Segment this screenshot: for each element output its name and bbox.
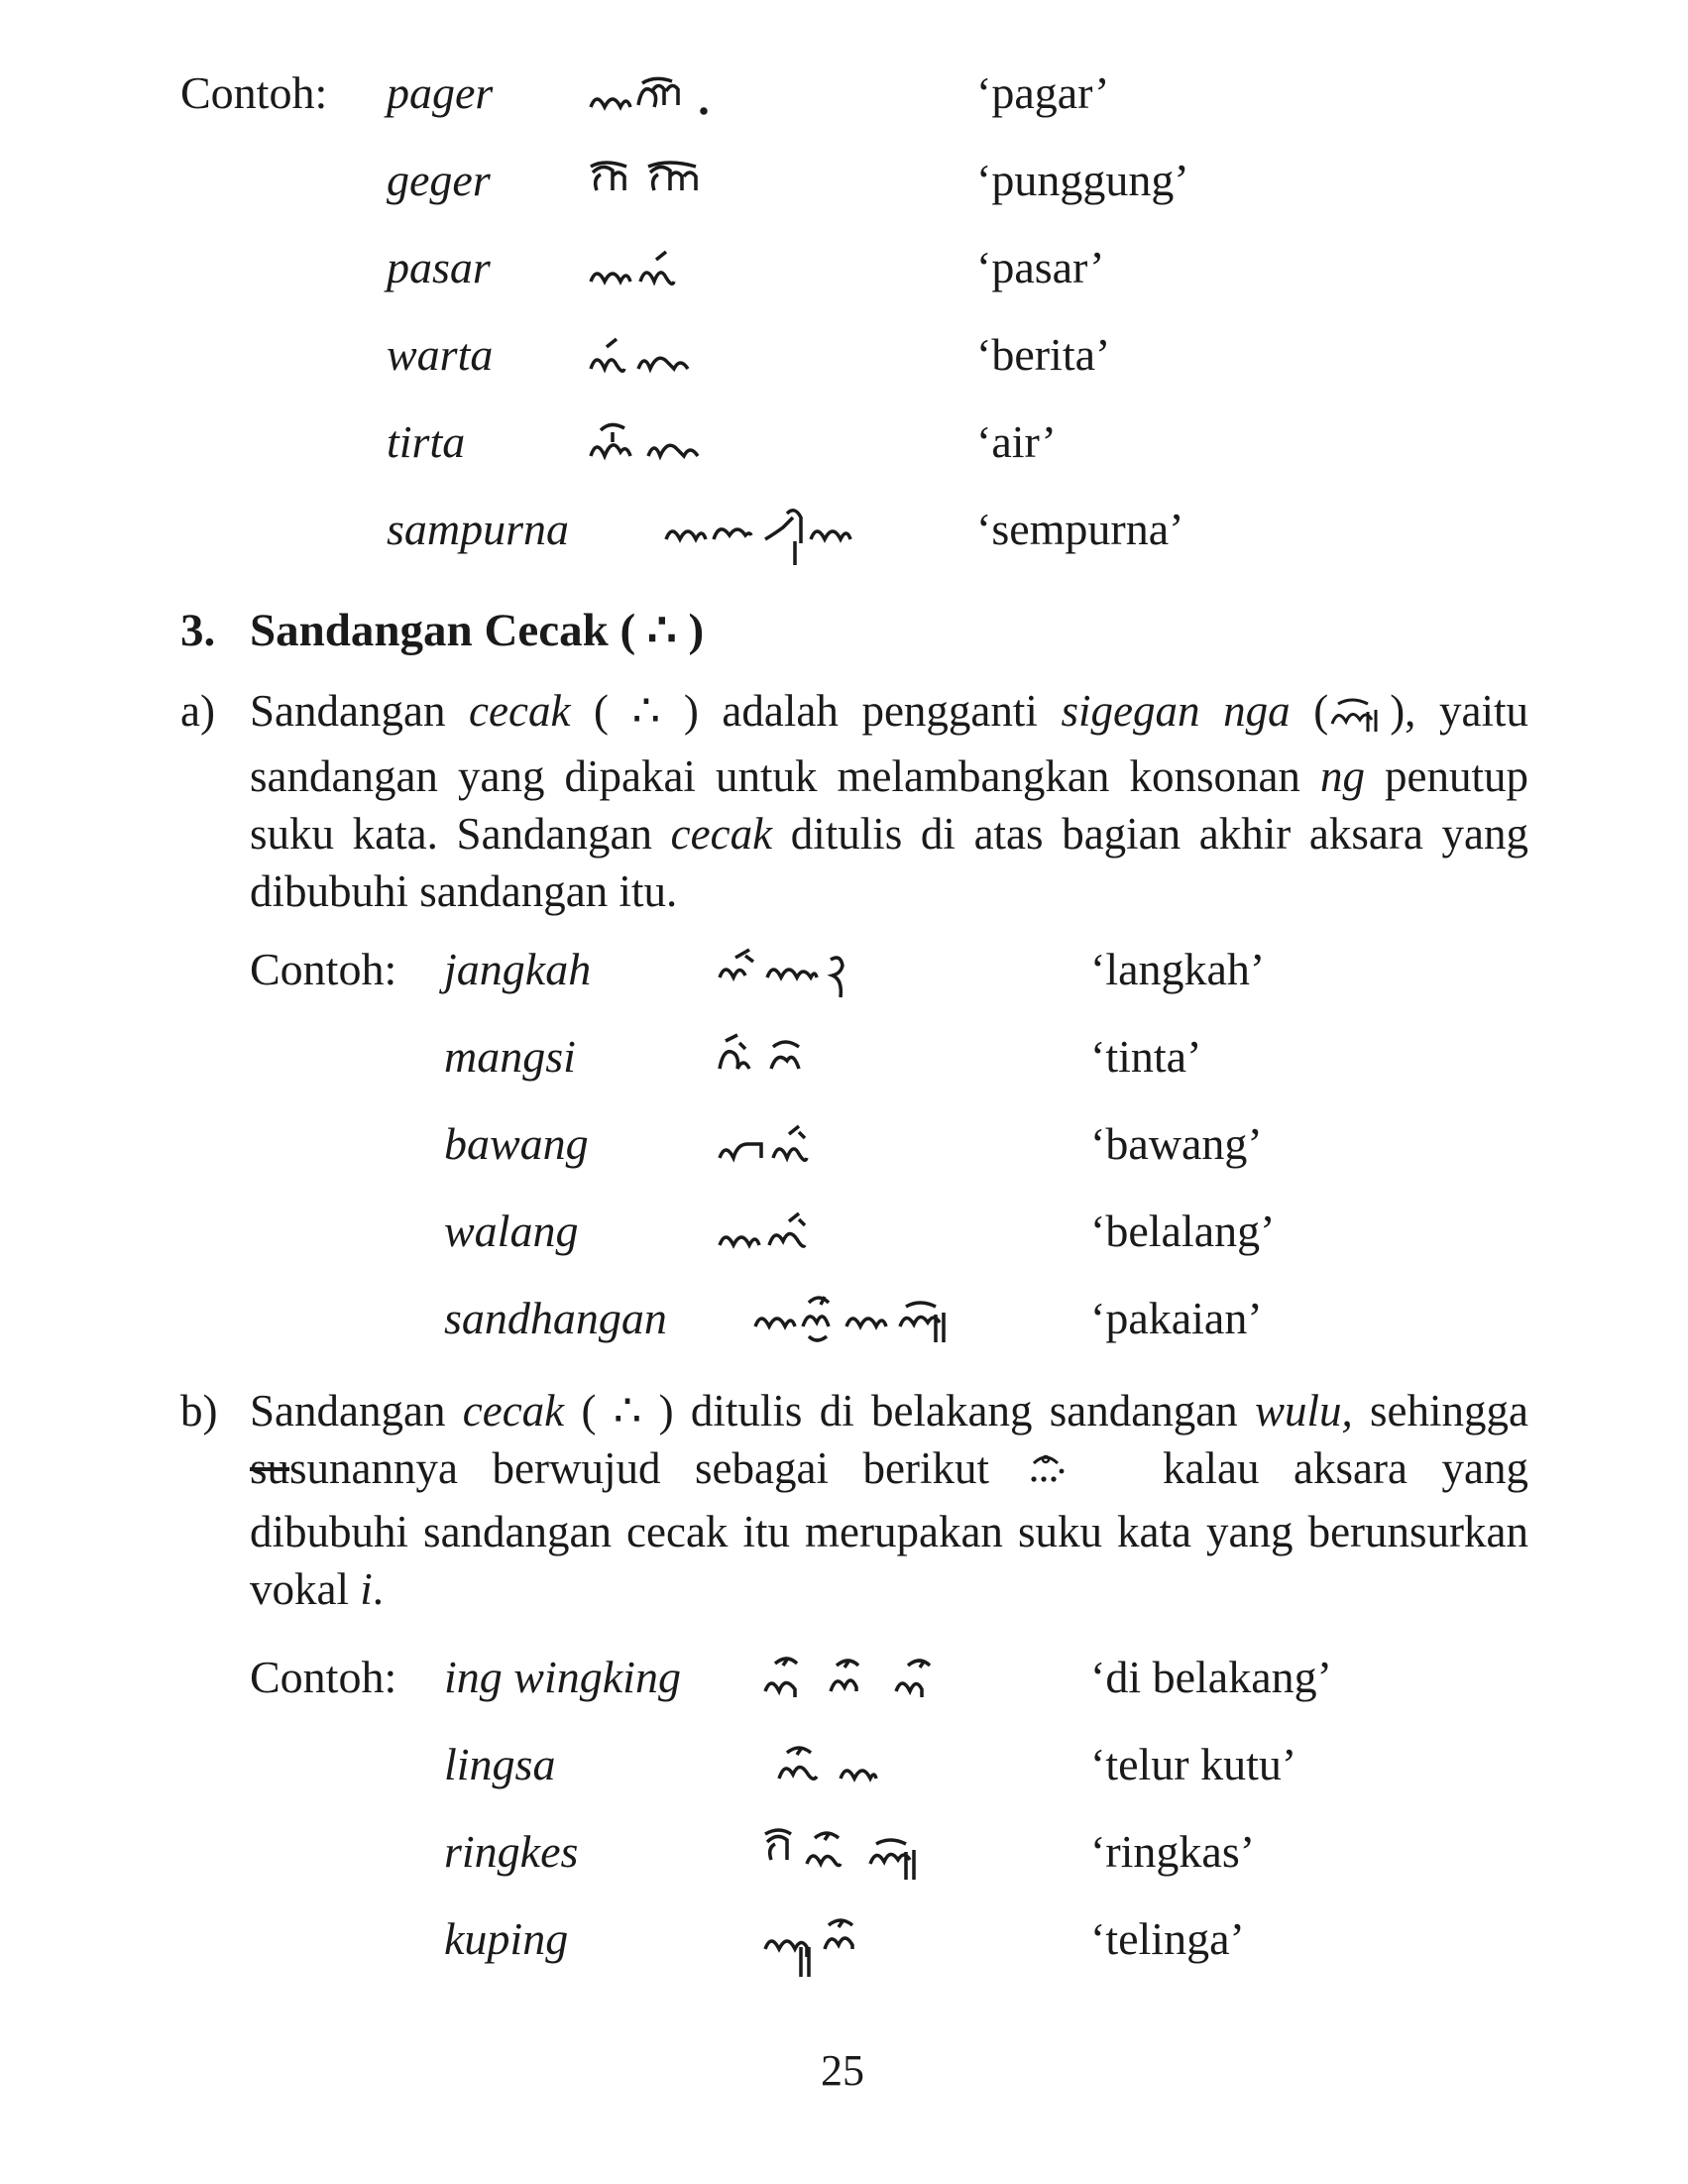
text: sehingga	[1352, 1386, 1529, 1436]
javanese-script-icon	[662, 500, 890, 571]
struck-text: su	[250, 1443, 290, 1493]
term-cecak: cecak	[469, 686, 571, 736]
example-latin: sampurna	[387, 504, 570, 554]
example-gloss: ‘tinta’	[1090, 1031, 1202, 1082]
paragraph-a	[250, 682, 1528, 920]
example-latin: lingsa	[444, 1739, 556, 1789]
contoh-label-1: Contoh:	[180, 67, 328, 118]
javanese-script-icon	[587, 244, 735, 293]
example-gloss: ‘telur kutu’	[1090, 1739, 1297, 1789]
text: .	[372, 1564, 384, 1614]
text: ditulis di atas bagian akhir aksara yang dibubuhi sandangan itu.	[250, 809, 1528, 916]
text: ( ∴ ) adalah pengganti	[570, 686, 1062, 736]
page-number: 25	[821, 2046, 864, 2095]
example-gloss: ‘pasar’	[976, 242, 1105, 292]
example-gloss: ‘pakaian’	[1090, 1293, 1263, 1343]
javanese-script-icon	[775, 1735, 924, 1790]
term-vokal-i: i	[360, 1564, 373, 1614]
term-ng: ng	[1319, 751, 1365, 801]
text: ), yaitu sandangan yang dipakai untuk melambangkan konsonan	[250, 686, 1528, 801]
list-marker-a: a)	[180, 686, 215, 736]
javanese-script-icon	[587, 416, 735, 466]
javanese-script-icon	[761, 1818, 979, 1888]
example-gloss: ‘sempurna’	[976, 504, 1184, 554]
wulu-cecak-symbol-icon	[1024, 1445, 1069, 1503]
example-latin: mangsi	[444, 1031, 576, 1082]
text: (	[1290, 686, 1329, 736]
example-gloss: ‘di belakang’	[1090, 1652, 1332, 1702]
term-cecak: cecak	[670, 809, 773, 859]
example-latin: warta	[387, 329, 494, 380]
example-latin: pasar	[387, 242, 491, 292]
javanese-script-icon	[587, 69, 735, 119]
javanese-script-icon	[587, 155, 735, 204]
javanese-script-icon	[761, 1648, 979, 1703]
example-gloss: ‘telinga’	[1090, 1913, 1245, 1964]
example-gloss: ‘belalang’	[1090, 1206, 1276, 1256]
example-latin: ringkes	[444, 1826, 579, 1877]
term-wulu: wulu,	[1254, 1386, 1353, 1436]
example-gloss: ‘bawang’	[1090, 1118, 1263, 1169]
javanese-script-icon	[716, 1206, 864, 1255]
contoh-label-2: Contoh:	[250, 944, 397, 994]
example-gloss: ‘pagar’	[976, 67, 1110, 118]
section-number: 3.	[180, 605, 216, 656]
text: Sandangan	[250, 686, 470, 736]
term-sigegan-nga: sigegan nga	[1061, 686, 1291, 736]
example-latin: tirta	[387, 416, 466, 467]
example-latin: walang	[444, 1206, 579, 1256]
text: ( ∴ ) ditulis di belakang sandangan	[564, 1386, 1255, 1436]
paragraph-b	[250, 1382, 1528, 1618]
javanese-script-icon	[716, 938, 894, 1003]
example-gloss: ‘punggung’	[976, 155, 1189, 205]
example-latin: bawang	[444, 1118, 589, 1169]
javanese-script-icon	[716, 1029, 864, 1079]
javanese-script-icon	[761, 1903, 910, 1983]
example-gloss: ‘langkah’	[1090, 944, 1266, 994]
javanese-script-icon	[751, 1285, 1009, 1356]
example-gloss: ‘berita’	[976, 329, 1111, 380]
example-latin: sandhangan	[444, 1293, 667, 1343]
text: penutup suku kata. Sandangan	[250, 751, 1528, 859]
example-latin: geger	[387, 155, 491, 205]
list-marker-b: b)	[180, 1386, 218, 1436]
example-latin: jangkah	[444, 944, 592, 994]
example-latin: ing wingking	[444, 1652, 681, 1702]
contoh-label-3: Contoh:	[250, 1652, 397, 1702]
term-cecak: cecak	[462, 1386, 565, 1436]
example-latin: pager	[387, 67, 494, 118]
javanese-script-icon	[716, 1118, 864, 1168]
example-gloss: ‘ringkas’	[1090, 1826, 1256, 1877]
text: Sandangan	[250, 1386, 463, 1436]
example-gloss: ‘air’	[976, 416, 1057, 467]
text: kalau aksara yang dibubuhi sandangan cecak itu merupakan suku kata yang berunsurkan vokal	[250, 1443, 1528, 1614]
example-latin: kuping	[444, 1913, 569, 1964]
javanese-script-icon	[1328, 690, 1390, 747]
text: sunannya berwujud sebagai berikut	[289, 1443, 1024, 1493]
javanese-script-icon	[587, 331, 735, 381]
section-title: Sandangan Cecak ( ∴ )	[250, 605, 705, 656]
